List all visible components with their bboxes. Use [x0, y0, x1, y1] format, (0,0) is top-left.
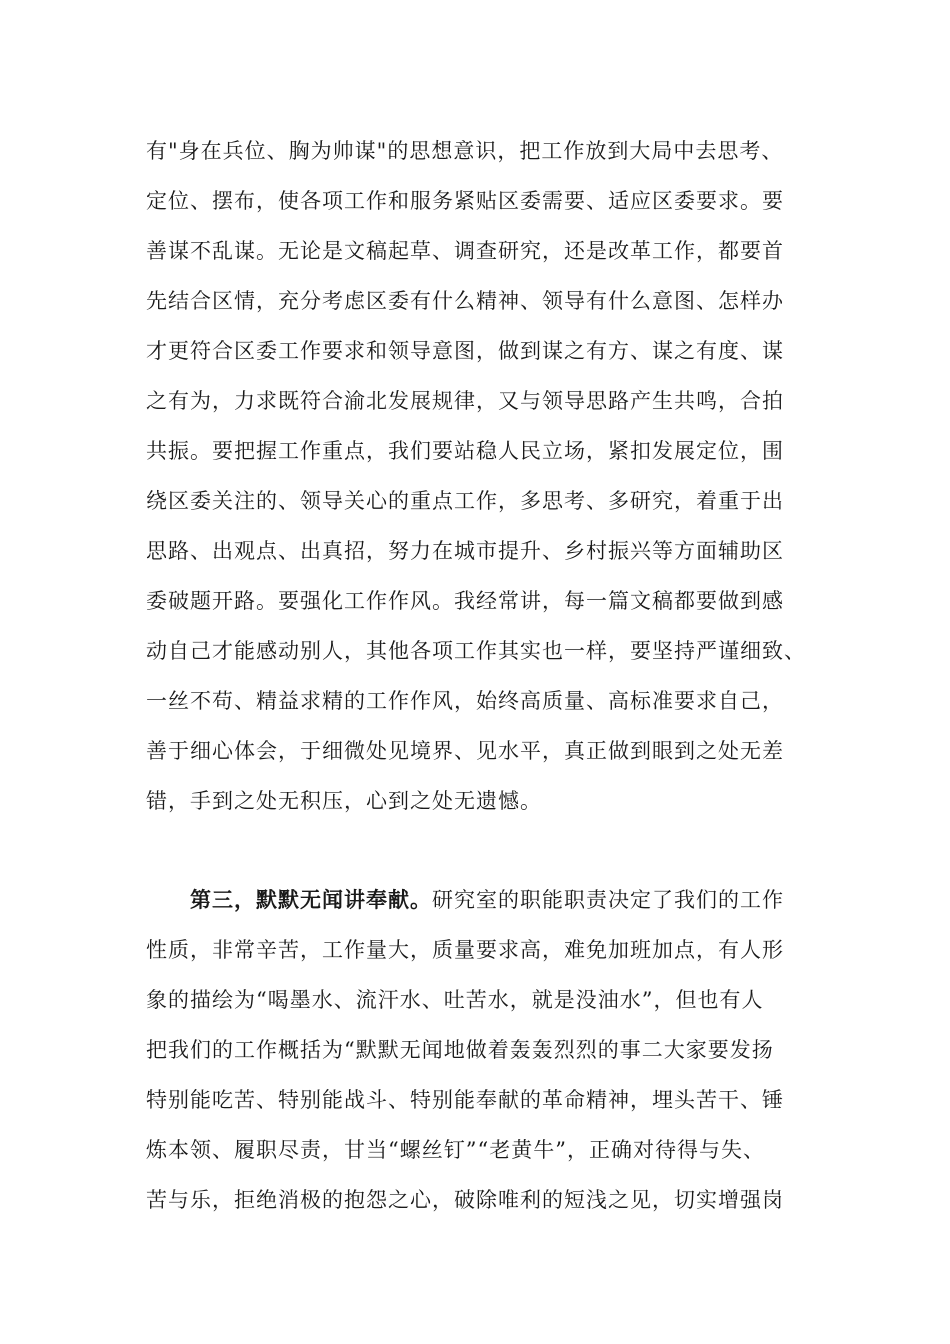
- paragraph-line: 善谋不乱谋。无论是文稿起草、调查研究，还是改革工作，都要首: [146, 239, 784, 263]
- paragraph-line: 先结合区情，充分考虑区委有什么精神、领导有什么意图、怎样办: [146, 289, 784, 313]
- paragraph-line: 绕区委关注的、领导关心的重点工作，多思考、多研究，着重于出: [146, 489, 784, 513]
- paragraph-line: 有"身在兵位、胸为帅谋"的思想意识，把工作放到大局中去思考、: [146, 139, 784, 163]
- paragraph-text: 研究室的职能职责决定了我们的工作: [432, 888, 784, 912]
- paragraph-line: 定位、摆布，使各项工作和服务紧贴区委需要、适应区委要求。要: [146, 189, 784, 213]
- paragraph-line: 炼本领、履职尽责，甘当“螺丝钉”“老黄牛”，正确对待得与失、: [146, 1138, 765, 1162]
- paragraph-line: 动自己才能感动别人，其他各项工作其实也一样，要坚持严谨细致、: [146, 639, 806, 663]
- paragraph-line: 共振。要把握工作重点，我们要站稳人民立场，紧扣发展定位，围: [146, 439, 784, 463]
- paragraph-line: 之有为，力求既符合渝北发展规律，又与领导思路产生共鸣，合拍: [146, 389, 784, 413]
- paragraph-line: 性质，非常辛苦，工作量大，质量要求高，难免加班加点，有人形: [146, 938, 784, 962]
- paragraph-line: 善于细心体会，于细微处见境界、见水平，真正做到眼到之处无差: [146, 739, 784, 763]
- paragraph-line: 委破题开路。要强化工作作风。我经常讲，每一篇文稿都要做到感: [146, 589, 784, 613]
- paragraph-line: 象的描绘为“喝墨水、流汗水、吐苦水，就是没油水”，但也有人: [146, 988, 764, 1012]
- paragraph-line: 才更符合区委工作要求和领导意图，做到谋之有方、谋之有度、谋: [146, 339, 784, 363]
- paragraph-first-line: [190, 885, 850, 915]
- paragraph-line: 苦与乐，拒绝消极的抱怨之心，破除唯利的短浅之见，切实增强岗: [146, 1188, 784, 1212]
- paragraph-line: 思路、出观点、出真招，努力在城市提升、乡村振兴等方面辅助区: [146, 539, 784, 563]
- paragraph-line: 特别能吃苦、特别能战斗、特别能奉献的革命精神，埋头苦干、锤: [146, 1088, 784, 1112]
- paragraph-line: 把我们的工作概括为“默默无闻地做着轰轰烈烈的事二大家要发扬: [146, 1038, 774, 1062]
- section-heading: 第三，默默无闻讲奉献。: [190, 887, 432, 912]
- paragraph-line: 错，手到之处无积压，心到之处无遗憾。: [146, 789, 542, 813]
- paragraph-line: 一丝不苟、精益求精的工作作风，始终高质量、高标准要求自己，: [146, 689, 784, 713]
